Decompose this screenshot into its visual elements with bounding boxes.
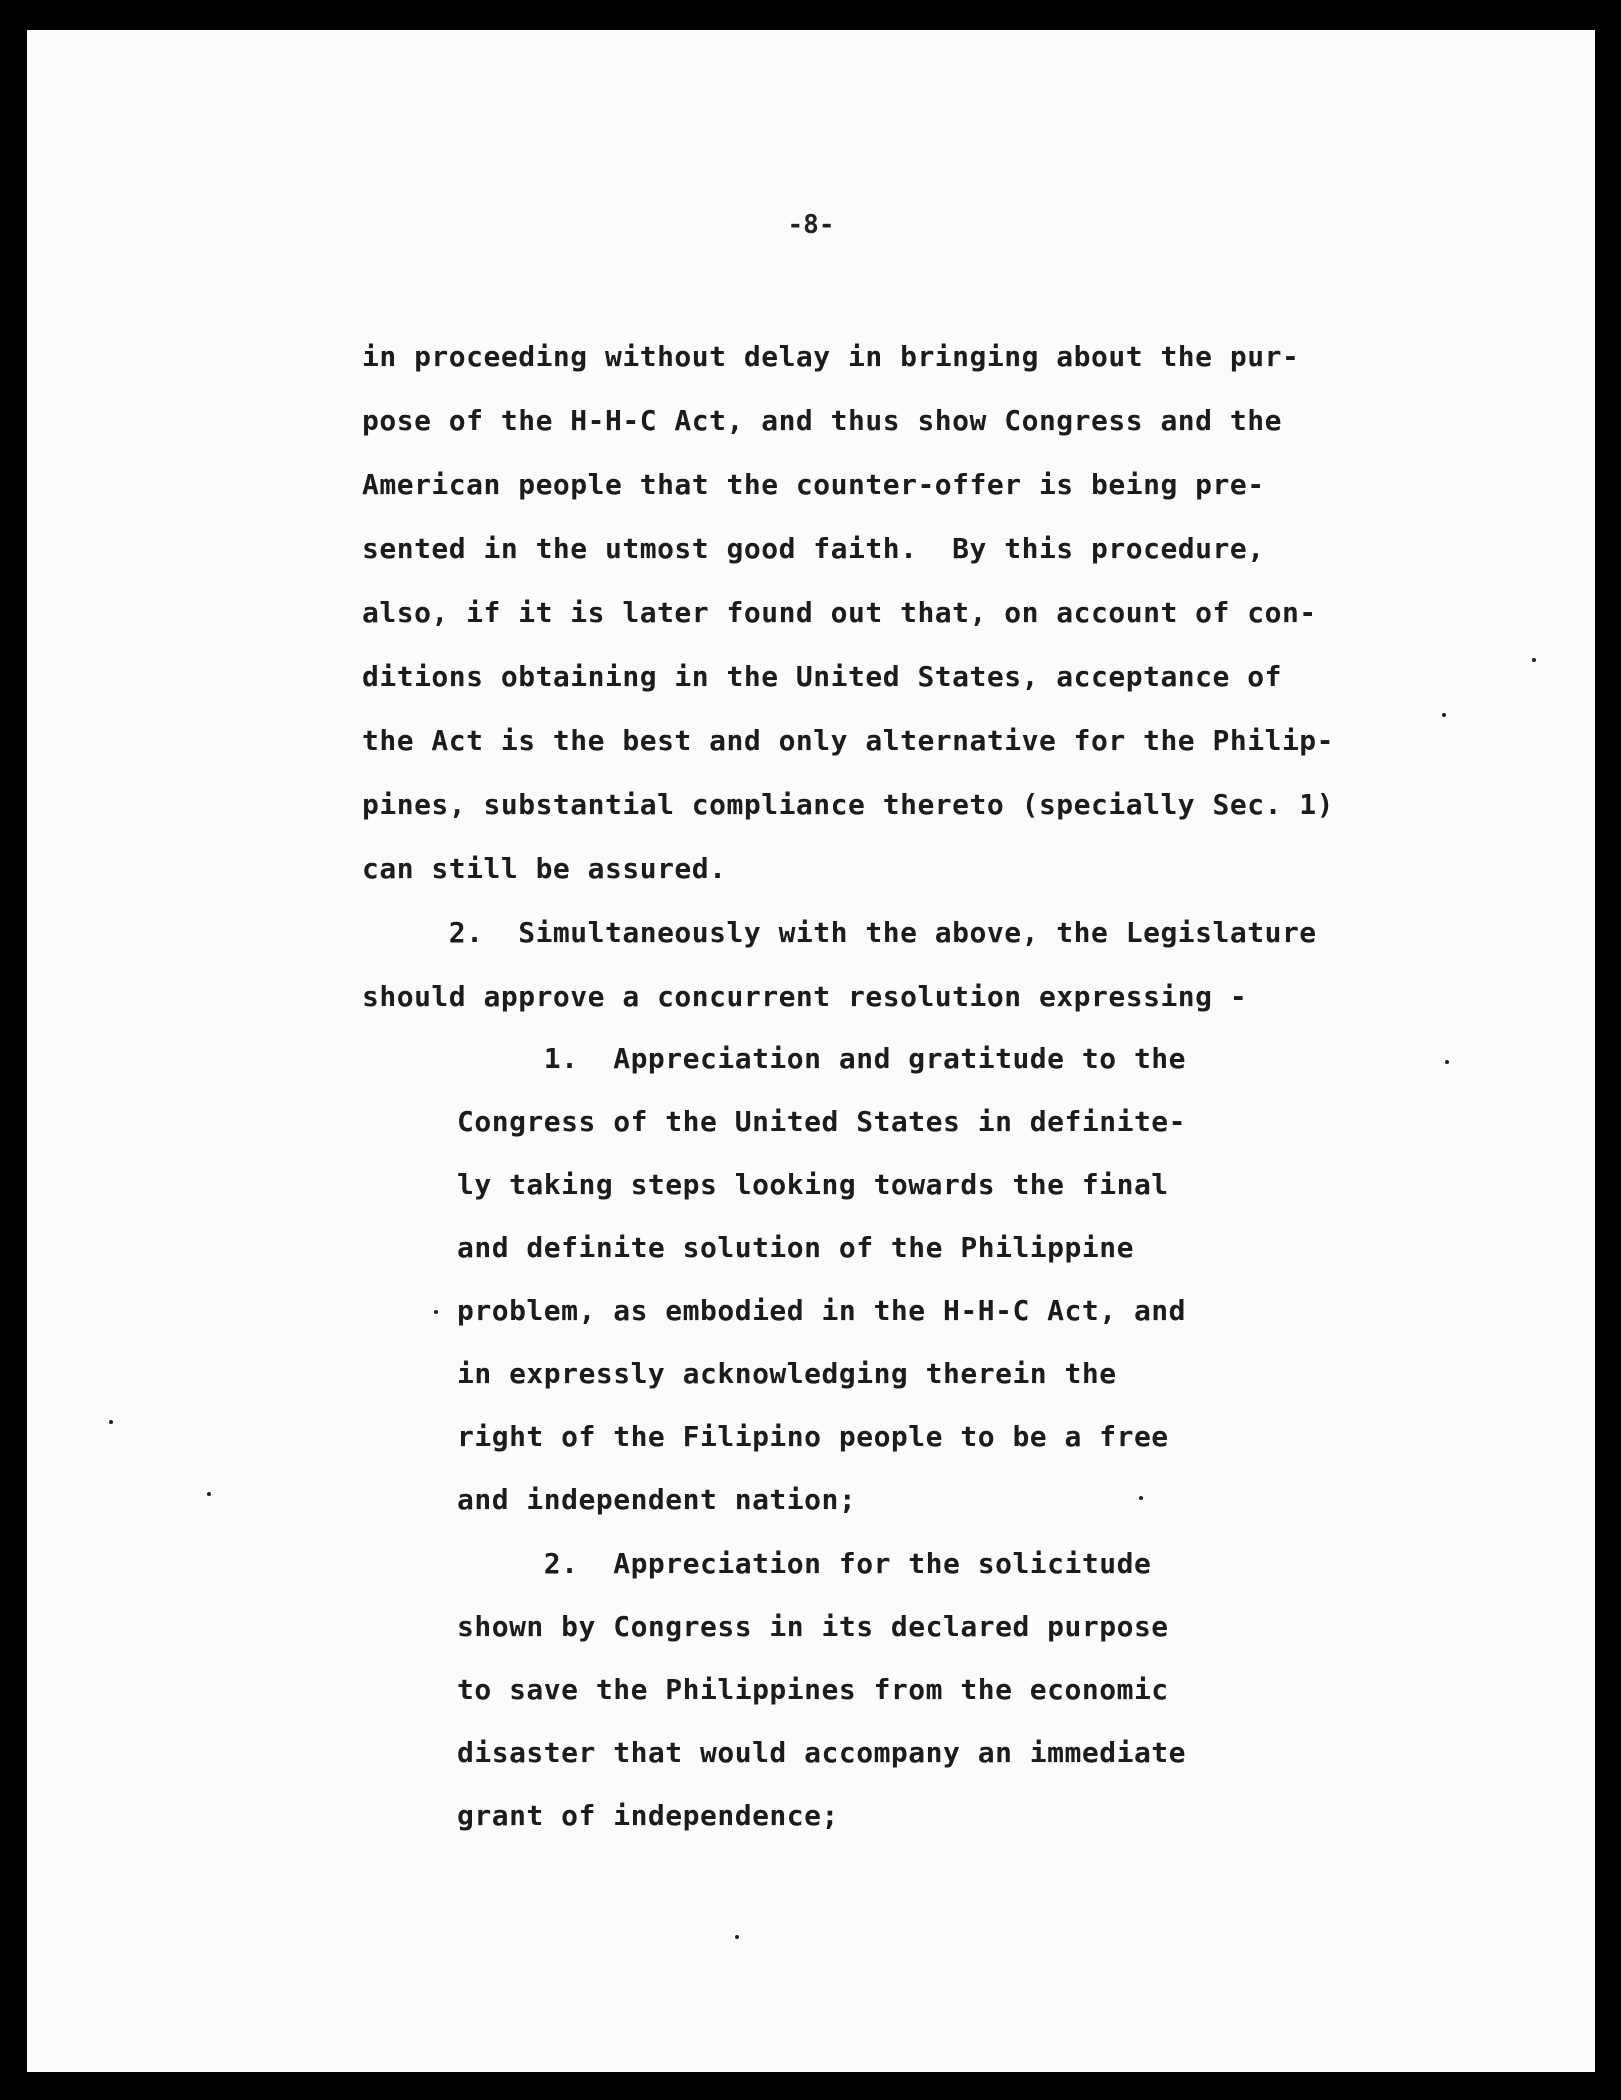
text-line: 2. Appreciation for the solicitude [457, 1547, 1152, 1580]
scan-speck [1442, 713, 1446, 717]
text-line: and independent nation; [457, 1483, 857, 1516]
text-line: should approve a concurrent resolution expressing - [362, 980, 1248, 1013]
text-line: and definite solution of the Philippine [457, 1231, 1134, 1264]
document-page [27, 30, 1595, 2072]
text-line: 2. Simultaneously with the above, the Legislature [362, 916, 1317, 949]
text-line: right of the Filipino people to be a free [457, 1420, 1169, 1453]
text-line: 1. Appreciation and gratitude to the [457, 1042, 1187, 1075]
text-line: in expressly acknowledging therein the [457, 1357, 1117, 1390]
text-line: sented in the utmost good faith. By this procedure, [362, 532, 1265, 565]
text-line: Congress of the United States in definite- [457, 1105, 1187, 1138]
text-line: ditions obtaining in the United States, acceptance of [362, 660, 1282, 693]
scan-speck [735, 1935, 739, 1939]
text-line: pose of the H-H-C Act, and thus show Congress and the [362, 404, 1282, 437]
text-line: shown by Congress in its declared purpose [457, 1610, 1169, 1643]
scan-speck [109, 1420, 113, 1424]
scan-speck [207, 1492, 211, 1496]
scan-speck [1139, 1496, 1143, 1500]
text-line: American people that the counter-offer is being pre- [362, 468, 1265, 501]
text-line: grant of independence; [457, 1799, 839, 1832]
text-line: can still be assured. [362, 852, 727, 885]
text-line: ly taking steps looking towards the final [457, 1168, 1169, 1201]
text-line: the Act is the best and only alternative for the Philip- [362, 724, 1335, 757]
text-line: disaster that would accompany an immediate [457, 1736, 1187, 1769]
page-number: -8- [787, 210, 835, 240]
scan-speck [1445, 1060, 1449, 1064]
text-line: also, if it is later found out that, on account of con- [362, 596, 1317, 629]
text-line: problem, as embodied in the H-H-C Act, and [457, 1294, 1187, 1327]
text-line: to save the Philippines from the economic [457, 1673, 1169, 1706]
text-line: in proceeding without delay in bringing about the pur- [362, 340, 1300, 373]
text-line: pines, substantial compliance thereto (specially Sec. 1) [362, 788, 1335, 821]
scan-speck [434, 1310, 438, 1314]
scan-speck [1532, 658, 1536, 662]
